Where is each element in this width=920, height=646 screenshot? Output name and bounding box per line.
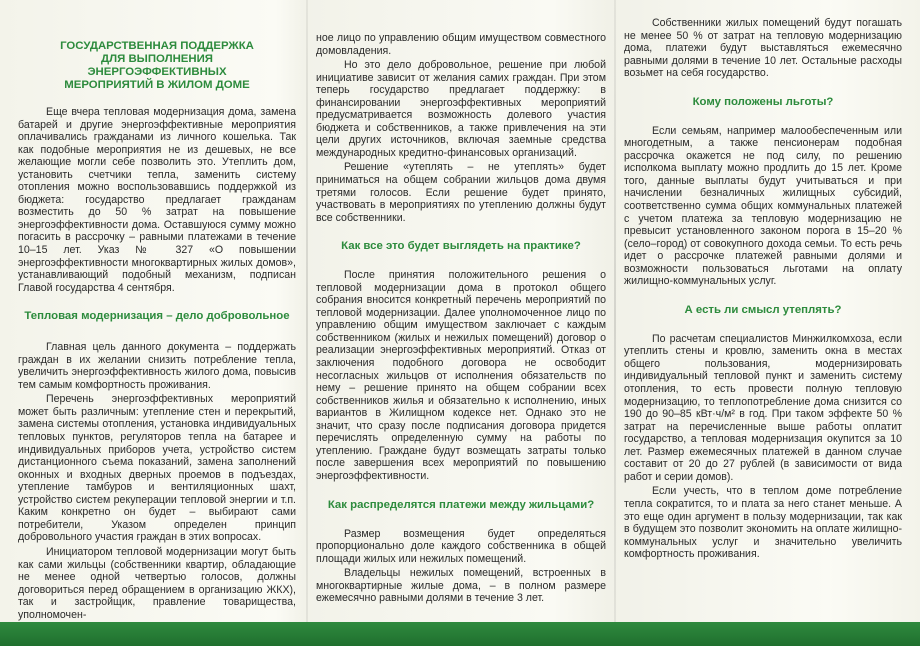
column-left xyxy=(18,0,296,622)
section-heading-benefits: Кому положены льготы? xyxy=(692,95,834,108)
section-heading-worth-it: А есть ли смысл утеплять? xyxy=(684,303,842,316)
green-footer-band xyxy=(0,622,920,646)
paragraph: Если учесть, что в теплом доме потребление тепла сократится, то и плата за него станет меньше. А это еще один аргумент в пользу модернизации, так как в будущем это позволит экономить на оплате жилищно-коммунальных услуг и значительно увеличить комфортность проживания. xyxy=(624,485,902,561)
paragraph: Перечень энергоэффективных мероприятий может быть различным: утепление стен и перекрытий, замена системы отопления, установка индивидуальных тепловых пунктов, регуляторов тепла на батарее и индивидуальных приборов учета, устройство систем дистанционного съема показаний, замена заполнений оконных и входных дверных проемов в подъездах, утепление тамбуров и вентиляционных шахт, устройство систем рекуперации тепловой энергии и т.п. Каким конкретно он будет – выбирают сами потребители, Указом определен принцип добровольного участия граждан в этих вопросах. xyxy=(18,393,296,544)
paragraph: Размер возмещения будет определяться пропорционально доле каждого собственника в общей площади жилых или нежилых помещений. xyxy=(316,527,606,565)
section-heading-voluntary: Тепловая модернизация – дело добровольное xyxy=(24,310,290,323)
fold-line xyxy=(614,0,616,646)
section-heading-practice: Как все это будет выглядеть на практике? xyxy=(341,240,581,253)
column-middle xyxy=(316,0,606,622)
document-title: ГОСУДАРСТВЕННАЯ ПОДДЕРЖКА ДЛЯ ВЫПОЛНЕНИЯ ЭНЕРГОЭФФЕКТИВНЫХ МЕРОПРИЯТИЙ В ЖИЛОМ ДОМЕ xyxy=(60,40,254,91)
paragraph: Главная цель данного документа – поддержать граждан в их желании снизить потребление тепла, увеличить энергоэффективность жилого дома, повысив тем самым комфортность проживания. xyxy=(18,341,296,391)
paragraph: По расчетам специалистов Минжилкомхоза, если утеплить стены и кровлю, заменить окна в местах общего пользования, модернизировать индивидуальный тепловой пункт и заменить систему отопления, то есть провести полную тепловую модернизацию, то теплопотребление дома снизится со 190 до 90–85 кВт·ч/м² в год. При таком эффекте 50 % затрат на перечисленные выше работы оплатит государство, а тепловая модернизация окупится за 10 лет. Размер ежемесячных платежей в данном случае составит от 20 до 27 рублей (в зависимости от вида работ и серии домов). xyxy=(624,332,902,483)
paragraph: Владельцы нежилых помещений, встроенных в многоквартирные жилые дома, – в полном размере ежемесячно равными долями в течение 3 лет. xyxy=(316,567,606,605)
paragraph: Собственники жилых помещений будут погашать не менее 50 % от затрат на тепловую модернизацию дома, платежи будут выставляться ежемесячно равными долями в течение 10 лет. Остальные расходы возьмет на себя государство. xyxy=(624,17,902,80)
section-heading-payments: Как распределятся платежи между жильцами? xyxy=(327,498,595,511)
column-right xyxy=(624,0,902,622)
paragraph: Инициатором тепловой модернизации могут быть как сами жильцы (собственники квартир, обладающие не менее одной четвертью голосов, должны договориться перед обращением в организацию ЖКХ), так и застройщик, правление товарищества, уполномочен- xyxy=(18,545,296,621)
paragraph: Решение «утеплять – не утеплять» будет приниматься на общем собрании жильцов дома двумя третями голосов. Если решение будет принято, участвовать в мероприятиях по утеплению должны будут все собственники. xyxy=(316,161,606,224)
paragraph: После принятия положительного решения о тепловой модернизации дома в протокол общего собрания вносится конкретный перечень мероприятий по тепловой модернизации. Далее уполномоченное лицо по управлению общим имуществом заключает с каждым собственником (жилых и нежилых помещений) договор о реализации энергоэффективных мероприятий. Отказ от заключения подобного договора не освободит несогласных жильцов от исполнения обязательств по нему – решение принято на общем собрании всех собственников жилья и обязательно к исполнению, иных вариантов в Жилищном кодексе нет. Однако это не значит, что сразу после подписания договора придется перечислять определенную сумму на работы по утеплению. Граждане будут возмещать затраты только после завершения всех мероприятий по повышению энергоэффективности. xyxy=(316,269,606,482)
paragraph: Но это дело добровольное, решение при любой инициативе зависит от желания самих граждан. При этом теперь государство предлагает поддержку: в финансировании энергоэффективных мероприятий предусматривается возможность долевого участия бюджета и собственников, а также привлечения на эти цели других источников, включая заемные средства международных кредитно-финансовых организаций. xyxy=(316,59,606,159)
intro-paragraph: Еще вчера тепловая модернизация дома, замена батарей и другие энергоэффективные мероприятия оплачивались гражданами из личного кошелька. Так как подобные мероприятия не из дешевых, не все желающие могли себе позволить это. Утеплить дом, установить счетчики тепла, заменить систему отопления можно воспользовавшись поддержкой из бюджета: государство предлагает гражданам возместить до 50 % затрат на повышение энергоэффективности дома. Оставшуюся сумму можно погасить в рассрочку – равными платежами в течение 10–15 лет. Указ № 327 «О повышении энергоэффективности многоквартирных жилых домов», устанавливающий подобный механизм, подписан Главой государства 4 сентября. xyxy=(18,106,296,294)
paragraph: Если семьям, например малообеспеченным или многодетным, а также пенсионерам подобная рассрочка окажется не под силу, по решению исполкома выплату можно продлить до 15 лет. Кроме того, данные выплаты будут учитываться и при начислении безналичных жилищных субсидий, соответственно сумма общих коммунальных платежей с учетом платежа за тепловую модернизацию не превысит установленного законом порога в 15–20 % (село–город) от совокупного дохода семьи. То есть речь идет о рассрочке платежей равными долями и возможности пользоваться льготами на оплату жилищно-коммунальных услуг. xyxy=(624,124,902,288)
fold-line xyxy=(306,0,308,646)
paragraph-continuation: ное лицо по управлению общим имуществом совместного домовладения. xyxy=(316,32,606,57)
